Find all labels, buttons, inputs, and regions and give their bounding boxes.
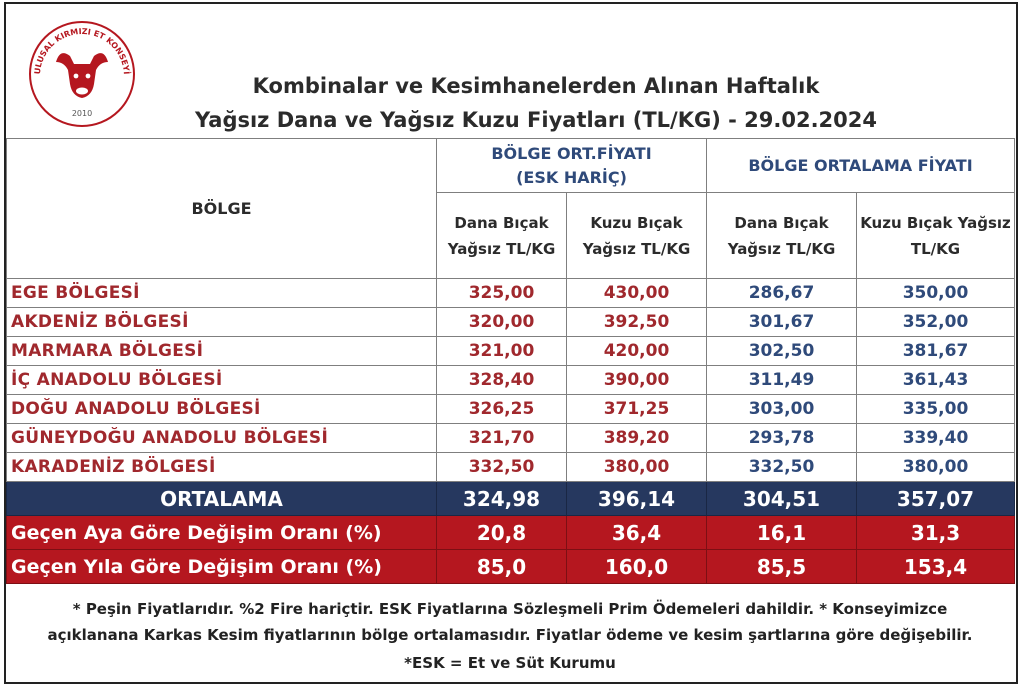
- group-header-excl-esk-line1: BÖLGE ORT.FİYATI: [491, 143, 652, 163]
- col-header-2: [567, 193, 707, 279]
- col-header-4-line1: Kuzu Bıçak Yağsız: [860, 213, 1011, 232]
- col-header-4: [857, 193, 1015, 279]
- col-header-3-line2: Yağsız TL/KG: [727, 239, 836, 258]
- col-header-2-line2: Yağsız TL/KG: [582, 239, 691, 258]
- value-cell: 321,00: [437, 337, 567, 366]
- table-row: [7, 308, 1015, 337]
- region-name: DOĞU ANADOLU BÖLGESİ: [7, 395, 437, 424]
- monthly-change-label: Geçen Aya Göre Değişim Oranı (%): [7, 516, 437, 550]
- group-header-excl-esk-line2: (ESK HARİÇ): [516, 167, 627, 187]
- table-row: [7, 395, 1015, 424]
- footnote-line3: *ESK = Et ve Süt Kurumu: [404, 654, 616, 672]
- value-cell: 325,00: [437, 279, 567, 308]
- value-cell: 352,00: [857, 308, 1015, 337]
- region-name: MARMARA BÖLGESİ: [7, 337, 437, 366]
- value-cell: 293,78: [707, 424, 857, 453]
- value-cell: 420,00: [567, 337, 707, 366]
- value-cell: 301,67: [707, 308, 857, 337]
- col-header-3-line1: Dana Bıçak: [734, 213, 829, 232]
- value-cell: 390,00: [567, 366, 707, 395]
- average-value: 396,14: [567, 482, 707, 516]
- region-name: AKDENİZ BÖLGESİ: [7, 308, 437, 337]
- average-value: 304,51: [707, 482, 857, 516]
- yearly-change-value: 160,0: [567, 550, 707, 584]
- average-value: 357,07: [857, 482, 1015, 516]
- value-cell: 389,20: [567, 424, 707, 453]
- value-cell: 381,67: [857, 337, 1015, 366]
- region-name: İÇ ANADOLU BÖLGESİ: [7, 366, 437, 395]
- table-row: [7, 424, 1015, 453]
- value-cell: 335,00: [857, 395, 1015, 424]
- group-header-regional-avg: BÖLGE ORTALAMA FİYATI: [707, 139, 1015, 193]
- yearly-change-value: 85,5: [707, 550, 857, 584]
- value-cell: 328,40: [437, 366, 567, 395]
- value-cell: 361,43: [857, 366, 1015, 395]
- footnote-line2: açıklanana Karkas Kesim fiyatlarının bölge ortalamasıdır. Fiyatlar ödeme ve kesim şartlarına göre değişebilir.: [47, 626, 973, 644]
- footnote-line1: * Peşin Fiyatlarıdır. %2 Fire hariçtir. ESK Fiyatlarına Sözleşmeli Prim Ödemeleri dahildir. * Konseyimizce: [72, 600, 948, 618]
- value-cell: 430,00: [567, 279, 707, 308]
- region-name: GÜNEYDOĞU ANADOLU BÖLGESİ: [7, 424, 437, 453]
- monthly-change-value: 31,3: [857, 516, 1015, 550]
- group-header-excl-esk: [437, 139, 707, 193]
- value-cell: 326,25: [437, 395, 567, 424]
- col-header-1-line1: Dana Bıçak: [454, 213, 549, 232]
- col-header-1-line2: Yağsız TL/KG: [447, 239, 556, 258]
- yearly-change-label: Geçen Yıla Göre Değişim Oranı (%): [7, 550, 437, 584]
- monthly-change-row: [7, 516, 1015, 550]
- region-name: EGE BÖLGESİ: [7, 279, 437, 308]
- table-row: [7, 279, 1015, 308]
- value-cell: 321,70: [437, 424, 567, 453]
- monthly-change-value: 16,1: [707, 516, 857, 550]
- report-title-line2: Yağsız Dana ve Yağsız Kuzu Fiyatları (TL/KG) - 29.02.2024: [195, 108, 877, 132]
- monthly-change-value: 20,8: [437, 516, 567, 550]
- average-label: ORTALAMA: [7, 482, 437, 516]
- value-cell: 392,50: [567, 308, 707, 337]
- report-title-line1: Kombinalar ve Kesimhanelerden Alınan Haftalık: [252, 74, 820, 98]
- region-name: KARADENİZ BÖLGESİ: [7, 453, 437, 482]
- col-header-1: [437, 193, 567, 279]
- value-cell: 371,25: [567, 395, 707, 424]
- value-cell: 380,00: [857, 453, 1015, 482]
- logo-arc-text: ULUSAL KIRMIZI ET KONSEYİ: [32, 26, 131, 75]
- value-cell: 311,49: [707, 366, 857, 395]
- average-value: 324,98: [437, 482, 567, 516]
- value-cell: 380,00: [567, 453, 707, 482]
- table-row: [7, 453, 1015, 482]
- yearly-change-value: 153,4: [857, 550, 1015, 584]
- yearly-change-value: 85,0: [437, 550, 567, 584]
- value-cell: 286,67: [707, 279, 857, 308]
- price-table: [6, 138, 1015, 584]
- value-cell: 303,00: [707, 395, 857, 424]
- logo-year: 2010: [71, 109, 93, 118]
- col-header-3: [707, 193, 857, 279]
- value-cell: 302,50: [707, 337, 857, 366]
- value-cell: 350,00: [857, 279, 1015, 308]
- region-column-header: BÖLGE: [7, 139, 437, 279]
- value-cell: 339,40: [857, 424, 1015, 453]
- yearly-change-row: [7, 550, 1015, 584]
- table-row: [7, 337, 1015, 366]
- value-cell: 332,50: [437, 453, 567, 482]
- col-header-4-line2: TL/KG: [910, 239, 961, 258]
- table-row: [7, 366, 1015, 395]
- council-logo: [26, 18, 138, 130]
- col-header-2-line1: Kuzu Bıçak: [590, 213, 683, 232]
- monthly-change-value: 36,4: [567, 516, 707, 550]
- average-row: [7, 482, 1015, 516]
- value-cell: 332,50: [707, 453, 857, 482]
- value-cell: 320,00: [437, 308, 567, 337]
